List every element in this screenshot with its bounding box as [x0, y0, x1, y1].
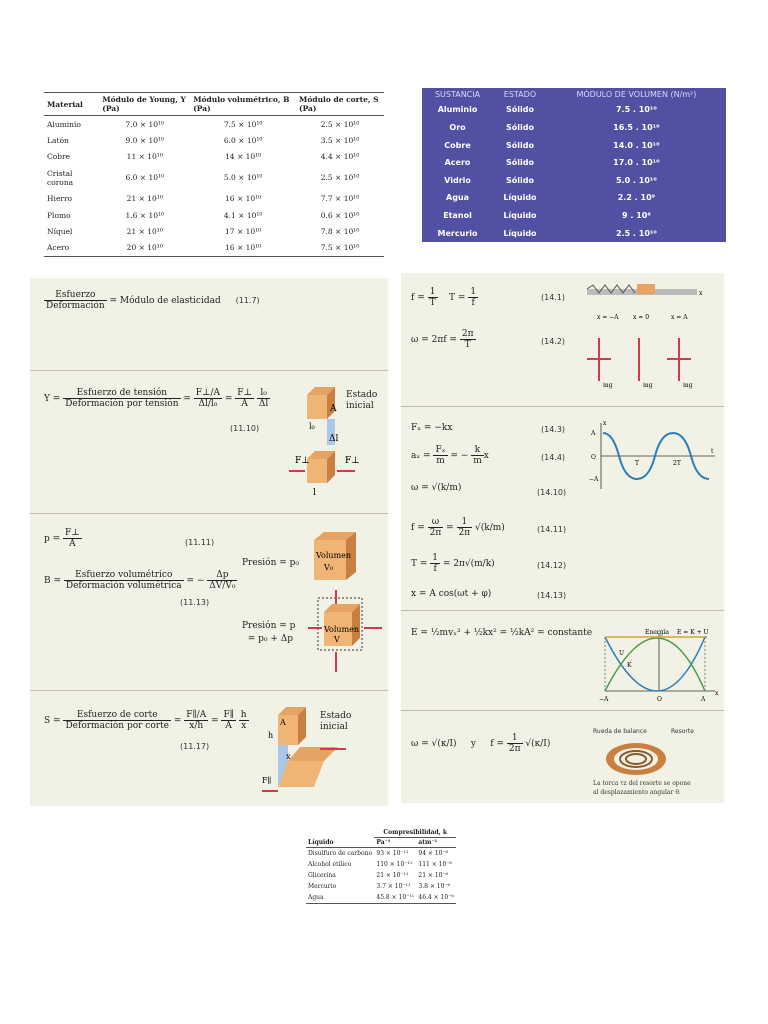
- compresibilidad-table-header: Pa⁻¹: [374, 838, 416, 848]
- elasticity-formula-panel: [30, 278, 388, 806]
- sustancia-table-cell: 16.5 . 10¹⁰: [613, 122, 660, 132]
- young-table-cell: 1.6 × 10¹⁰: [125, 210, 165, 220]
- equation-14-12: T = $\frac{1}{f}$ = 2π√(m/k): [411, 553, 495, 574]
- tag-14-1: (14.1): [541, 293, 566, 302]
- svg-text:A: A: [330, 404, 337, 414]
- svg-text:t: t: [711, 448, 714, 455]
- young-table-cell: 21 × 10¹⁰: [126, 226, 163, 236]
- equation-14-13: x = A cos(ωt + φ): [411, 589, 492, 599]
- young-table-cell: Cristal corona: [47, 168, 74, 187]
- young-table-cell: 6.0 × 10¹⁰: [125, 173, 165, 183]
- young-table-header: Módulo volumétrico, B (Pa): [190, 93, 296, 116]
- equation-11-7: $\frac{\text{Esfuerzo}}{\text{Deformación}}$ = Módulo de elasticidad (11.7): [46, 290, 260, 311]
- sustancia-table-row: [422, 172, 726, 190]
- sustancia-table-row: [422, 154, 726, 172]
- sustancia-table-cell: 14.0 . 10¹⁰: [613, 140, 660, 150]
- equation-14-3: Fₓ = −kx: [411, 423, 453, 433]
- svg-text:mg: mg: [603, 382, 613, 389]
- svg-text:2T: 2T: [673, 460, 681, 467]
- energy-equation: E = ½mvₓ² + ½kx² = ½kA² = constante: [411, 628, 593, 638]
- compresibilidad-table-cell: 3.7 × 10⁻¹¹: [376, 883, 411, 890]
- young-table-cell: 17 × 10¹⁰: [225, 226, 262, 236]
- young-table-cell: 20 × 10¹⁰: [99, 240, 190, 257]
- tag-11-11: (11.11): [185, 538, 215, 547]
- compresibilidad-table-cell: 21 × 10⁻¹¹: [376, 872, 409, 879]
- sustancia-table-cell: Mercurio: [437, 228, 478, 238]
- compresibilidad-table-row: [306, 892, 456, 904]
- tag-11-17: (11.17): [180, 742, 210, 751]
- label-estado: Estado inicial: [346, 390, 378, 411]
- energy-label: Energía: [645, 629, 669, 636]
- equation-14-2: ω = 2πf = $\frac{2\pi}{T}$: [411, 329, 474, 350]
- svg-text:mg: mg: [643, 382, 653, 389]
- sustancia-table-row: [422, 119, 726, 137]
- young-table-cell: Plomo: [47, 210, 71, 220]
- tag-14-12: (14.12): [537, 561, 567, 570]
- young-table-cell: Acero: [44, 240, 99, 257]
- sustancia-table-row: [422, 136, 726, 154]
- young-table-cell: Cobre: [47, 152, 71, 162]
- young-table-cell: 7.5 × 10¹⁰: [223, 119, 263, 129]
- young-table-cell: 11 × 10¹⁰: [126, 152, 163, 162]
- young-table-cell: 21 × 10¹⁰: [126, 194, 163, 204]
- energy-sum-label: E = K + U: [677, 629, 709, 636]
- svg-text:−A: −A: [589, 476, 599, 483]
- sustancia-table-row: [422, 189, 726, 207]
- svg-text:h: h: [268, 731, 274, 740]
- balance-wheel-diagram: [601, 737, 671, 781]
- sine-wave-plot: [589, 421, 719, 491]
- sustancia-table-cell: Líquido: [503, 211, 537, 221]
- equation-11-13: B = $\frac{\text{Esfuerzo volumétrico}}{\text{Deformación volumétrica}}$ = − $\frac{\Delta p}{\text{ΔV/V₀}}$: [44, 570, 236, 591]
- svg-text:F∥: F∥: [262, 776, 272, 785]
- equation-14-1: f = $\frac{1}{T}$ T = $\frac{1}{f}$: [411, 287, 477, 308]
- v0-label: V₀: [324, 563, 333, 572]
- young-table-cell: Latón: [47, 136, 69, 146]
- sustancia-table-row: [422, 101, 726, 119]
- sustancia-table-cell: Etanol: [443, 211, 472, 221]
- young-table-cell: 16 × 10¹⁰: [225, 194, 262, 204]
- young-table-cell: 2.5 × 10¹⁰: [320, 173, 360, 183]
- young-table-row: [44, 207, 384, 223]
- sustancia-table-cell: 2.5 . 10¹⁰: [615, 228, 657, 238]
- young-table-cell: Níquel: [47, 226, 73, 236]
- young-table-cell: 3.5 × 10¹⁰: [320, 136, 360, 146]
- sustancia-table-cell: 5.0 . 10¹⁰: [615, 175, 657, 185]
- compresibilidad-table-header: atm⁻¹: [416, 838, 456, 848]
- svg-text:x = A: x = A: [671, 314, 688, 321]
- tag-14-4: (14.4): [541, 453, 566, 462]
- compressibility-table: Compresibilidad, k Líquido Pa⁻¹ atm⁻¹ Disulfuro de carbono 93 × 10⁻¹¹ 94 × 10⁻⁶ Alcohol etílico 110 × 10⁻¹¹ 111 × 10⁻⁶ Glicerina 21 × 10⁻¹¹ 21 × 10⁻⁶ Mercurio 3.7 × 10⁻¹¹ 3.8 × 10⁻⁶ Agua 45.8 × 10⁻¹¹ 46.4 × 10⁻⁶: [306, 828, 456, 904]
- svg-text:x: x: [699, 290, 703, 297]
- compresibilidad-table-header: Líquido: [306, 838, 374, 848]
- sustancia-table-cell: Sólido: [505, 175, 534, 185]
- sustancia-table-cell: Sólido: [505, 105, 534, 115]
- sustancia-table-cell: Sólido: [505, 140, 534, 150]
- equation-14-11: f = $\frac{\omega}{2\pi}$ = $\frac{1}{2\pi}$ √(k/m): [411, 517, 505, 538]
- tag-14-11: (14.11): [537, 525, 567, 534]
- young-table-header: Material: [44, 93, 99, 116]
- svg-text:A: A: [701, 696, 706, 703]
- young-table-cell: 7.5 × 10¹⁰: [296, 240, 384, 257]
- oscillation-formula-panel: [401, 273, 724, 803]
- young-table-cell: Aluminio: [47, 119, 81, 129]
- young-table-header: Módulo de Young, Y (Pa): [99, 93, 190, 116]
- young-table-cell: 6.0 × 10¹⁰: [223, 136, 263, 146]
- compresibilidad-table-cell: Disulfuro de carbono: [308, 850, 373, 857]
- compresibilidad-table-cell: 45.8 × 10⁻¹¹: [374, 892, 416, 904]
- young-table-cell: 7.8 × 10¹⁰: [320, 226, 360, 236]
- sustancia-table-cell: Sólido: [505, 158, 534, 168]
- svg-text:O: O: [657, 696, 662, 703]
- sustancia-table-cell: Acero: [444, 158, 471, 168]
- svg-text:O: O: [591, 454, 596, 461]
- bulk-modulus-table: [422, 88, 726, 242]
- volume-cube-initial: [306, 528, 366, 588]
- sustancia-table-header: ESTADO: [503, 90, 537, 99]
- compresibilidad-table-cell: 3.8 × 10⁻⁶: [418, 883, 450, 890]
- young-table-cell: 16 × 10¹⁰: [190, 240, 296, 257]
- volumen-label: Volumen: [316, 551, 352, 560]
- svg-text:Δl: Δl: [329, 434, 339, 444]
- compresibilidad-table-cell: 111 × 10⁻⁶: [418, 861, 452, 868]
- young-table-row: [44, 116, 384, 133]
- equation-11-10: Y = $\frac{\text{Esfuerzo de tensión}}{\text{Deformación por tensión}}$ = $\frac{F\perp/A}{\text{Δl/l₀}}$ = $\frac{F\perp}{A}$ $\frac{\text{l₀}}{\Delta l}$: [44, 388, 269, 409]
- compresibilidad-table-cell: 94 × 10⁻⁶: [418, 850, 449, 857]
- sustancia-table-row: [422, 224, 726, 242]
- young-table-row: [44, 165, 384, 190]
- young-table-cell: 4.4 × 10¹⁰: [320, 152, 360, 162]
- tag-14-2: (14.2): [541, 337, 566, 346]
- svg-text:A: A: [591, 430, 596, 437]
- torsion-equation: ω = √(κ/I) y f = $\frac{1}{2\pi}$ √(κ/I): [411, 733, 551, 754]
- compresibilidad-table-row: [306, 870, 456, 881]
- young-table-cell: 0.6 × 10¹⁰: [320, 210, 360, 220]
- energy-plot: [597, 625, 721, 705]
- young-table-row: [44, 223, 384, 239]
- sustancia-table-cell: 9 . 10⁸: [622, 211, 651, 221]
- young-table-cell: 7.7 × 10¹⁰: [320, 194, 360, 204]
- sustancia-table-header: SUSTANCIA: [434, 90, 481, 99]
- young-table-cell: 2.5 × 10¹⁰: [320, 119, 360, 129]
- young-table-cell: Hierro: [47, 194, 73, 204]
- svg-text:F⊥: F⊥: [295, 456, 310, 466]
- svg-text:x: x: [715, 690, 719, 697]
- compresibilidad-table-cell: Agua: [306, 892, 374, 904]
- svg-text:x: x: [603, 421, 607, 427]
- tag-14-10: (14.10): [537, 488, 567, 497]
- spring-label: Resorte: [671, 728, 694, 735]
- compresibilidad-table-cell: Alcohol etílico: [308, 861, 352, 868]
- svg-text:A: A: [280, 718, 286, 727]
- svg-text:mg: mg: [683, 382, 693, 389]
- k-label: K: [627, 662, 632, 669]
- tag-11-10: (11.10): [230, 424, 260, 433]
- balance-wheel-label: Rueda de balance: [593, 728, 647, 735]
- u-label: U: [619, 650, 625, 657]
- sustancia-table-row: [422, 207, 726, 225]
- tag-11-13: (11.13): [180, 598, 210, 607]
- balance-caption: La torca τz del resorte se opone al desplazamiento angular θ.: [593, 780, 691, 796]
- compresibilidad-table-cell: 110 × 10⁻¹¹: [376, 861, 413, 868]
- svg-text:x = 0: x = 0: [633, 314, 650, 321]
- label-estado-2: Estado inicial: [320, 711, 352, 732]
- sustancia-table-cell: Líquido: [503, 228, 537, 238]
- tag-14-3: (14.3): [541, 425, 566, 434]
- compresibilidad-table-row: [306, 859, 456, 870]
- compresibilidad-table-row: [306, 848, 456, 860]
- young-modulus-table: [44, 92, 384, 257]
- compresibilidad-table-cell: 21 × 10⁻⁶: [418, 872, 449, 879]
- svg-text:x: x: [286, 752, 291, 761]
- equation-11-11: p = $\frac{F\perp}{A}$: [44, 528, 80, 549]
- sustancia-table-cell: Agua: [446, 193, 470, 203]
- equation-11-17: S = $\frac{\text{Esfuerzo de corte}}{\text{Deformación por corte}}$ = $\frac{F\parallel/A}{x/h}$ = $\frac{F\parallel}{A}$ $\frac{h}{x}$: [44, 710, 247, 731]
- young-table-row: [44, 191, 384, 207]
- tag-14-13: (14.13): [537, 591, 567, 600]
- svg-text:l: l: [313, 488, 316, 498]
- svg-text:l₀: l₀: [309, 422, 315, 431]
- young-table-cell: 7.0 × 10¹⁰: [125, 119, 165, 129]
- spring-mass-diagram: [577, 283, 717, 393]
- volume-cube-compressed: [306, 588, 386, 678]
- compresibilidad-table-cell: 46.4 × 10⁻⁶: [416, 892, 456, 904]
- v-label: V: [334, 635, 340, 644]
- young-table-row: [44, 149, 384, 165]
- young-table-cell: 4.1 × 10¹⁰: [223, 210, 263, 220]
- young-table-cell: 5.0 × 10¹⁰: [223, 173, 263, 183]
- svg-text:x = −A: x = −A: [597, 314, 619, 321]
- sustancia-table-cell: 17.0 . 10¹⁰: [613, 158, 660, 168]
- equation-14-4: aₓ = $\frac{\text{Fₓ}}{m}$ = − $\frac{k}{m}$ x: [411, 445, 489, 466]
- equation-14-10: ω = √(k/m): [411, 483, 462, 493]
- young-table-cell: 9.0 × 10¹⁰: [125, 136, 165, 146]
- sustancia-table-header: MÓDULO DE VOLUMEN (N/m²): [576, 90, 697, 99]
- label-presion-p0: Presión = p₀: [242, 558, 300, 568]
- sustancia-table-cell: 2.2 . 10⁹: [617, 193, 656, 203]
- svg-text:F⊥: F⊥: [345, 456, 360, 466]
- sustancia-table-cell: 7.5 . 10¹⁰: [615, 105, 657, 115]
- sustancia-table-cell: Vidrio: [444, 175, 471, 185]
- compresibilidad-table-cell: Glicerina: [308, 872, 336, 879]
- compresibilidad-table-cell: 93 × 10⁻¹¹: [376, 850, 409, 857]
- young-table-header: Módulo de corte, S (Pa): [296, 93, 384, 116]
- compresibilidad-table-row: [306, 881, 456, 892]
- young-table-row: [44, 132, 384, 148]
- svg-text:T: T: [635, 460, 640, 467]
- sustancia-table-cell: Cobre: [444, 140, 471, 150]
- compresibilidad-table-cell: Mercurio: [308, 883, 337, 890]
- label-presion-p: Presión = p = p₀ + Δp: [242, 621, 296, 644]
- sustancia-table-cell: Aluminio: [437, 105, 478, 115]
- svg-text:−A: −A: [599, 696, 609, 703]
- young-table-row: [44, 240, 384, 257]
- sustancia-table-cell: Líquido: [503, 193, 537, 203]
- young-table-cell: 14 × 10¹⁰: [225, 152, 262, 162]
- sustancia-table-cell: Oro: [449, 122, 466, 132]
- volumen-label-2: Volumen: [324, 625, 360, 634]
- sustancia-table-cell: Sólido: [505, 122, 534, 132]
